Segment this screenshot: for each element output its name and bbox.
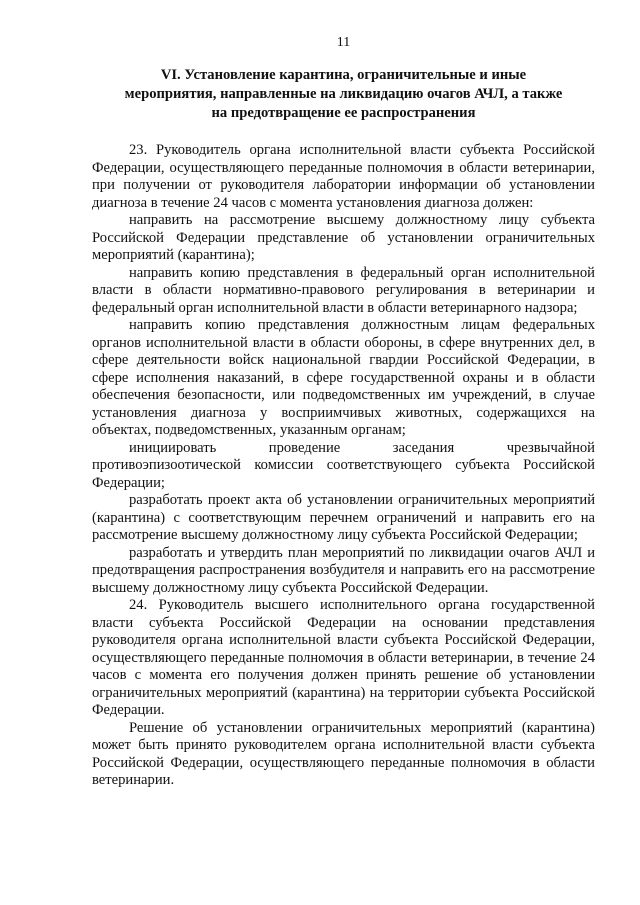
paragraph-decision: Решение об установлении ограничительных мероприятий (карантина) может быть принято руководителем органа исполнительной власти субъекта Российской Федерации, осуществляющего переданные полномочия в области ветеринарии. [92, 719, 595, 788]
document-page [92, 34, 595, 790]
paragraph-list-item: направить на рассмотрение высшему должностному лицу субъекта Российской Федерации представление об установлении ограничительных мероприятий (карантина); [92, 212, 595, 263]
section-heading-line-3: на предотвращение ее распространения [211, 105, 476, 121]
page-number: 11 [336, 35, 351, 50]
paragraph-list-item: инициировать проведение заседания чрезвычайной противоэпизоотической комиссии соответствующего субъекта Российской Федерации; [92, 439, 595, 491]
section-heading-line-2: мероприятия, направленные на ликвидацию очагов АЧЛ, а также [124, 86, 563, 102]
paragraph-item-24: 24. Руководитель высшего исполнительного органа государственной власти субъекта Российской Федерации на основании представления руководителя органа исполнительной власти субъекта Российской Федерации, осуществляющего переданные полномочия в области ветеринарии, в течение 24 часов с момента его получения должен принять решение об установлении ограничительных мероприятий (карантина) на территории субъекта Российской Федерации. [92, 597, 595, 718]
paragraph-list-item: направить копию представления должностным лицам федеральных органов исполнительной власти в области обороны, в сфере внутренних дел, в сфере деятельности войск национальной гвардии Российской Федерации, в сфере исполнения наказаний, в сфере государственной охраны и в области обеспечения безопасности, или подведомственных им учреждений, в случае установления диагноза у восприимчивых животных, содержащихся на объектах, подведомственных, указанным органам; [92, 317, 595, 438]
paragraph-list-item: разработать проект акта об установлении ограничительных мероприятий (карантина) с соответствующим перечнем ограничений и направить его на рассмотрение высшему должностному лицу субъекта Российской Федерации; [92, 492, 595, 543]
body-text [92, 142, 595, 790]
paragraph-list-item: разработать и утвердить план мероприятий по ликвидации очагов АЧЛ и предотвращения распространения возбудителя и направить его на рассмотрение высшему должностному лицу субъекта Российской Федерации. [92, 544, 595, 596]
paragraph-list-item: направить копию представления в федеральный орган исполнительной власти в области нормативно-правового регулирования в ветеринарии и федеральный орган исполнительной власти в области ветеринарного надзора; [92, 264, 595, 316]
paragraph-item-23: 23. Руководитель органа исполнительной власти субъекта Российской Федерации, осуществляющего переданные полномочия в области ветеринарии, при получении от руководителя лаборатории информации об установлении диагноза в течение 24 часов с момента установления диагноза должен: [92, 142, 595, 211]
section-heading [92, 66, 595, 123]
section-heading-line-1: VI. Установление карантина, ограничительные и иные [160, 67, 527, 83]
